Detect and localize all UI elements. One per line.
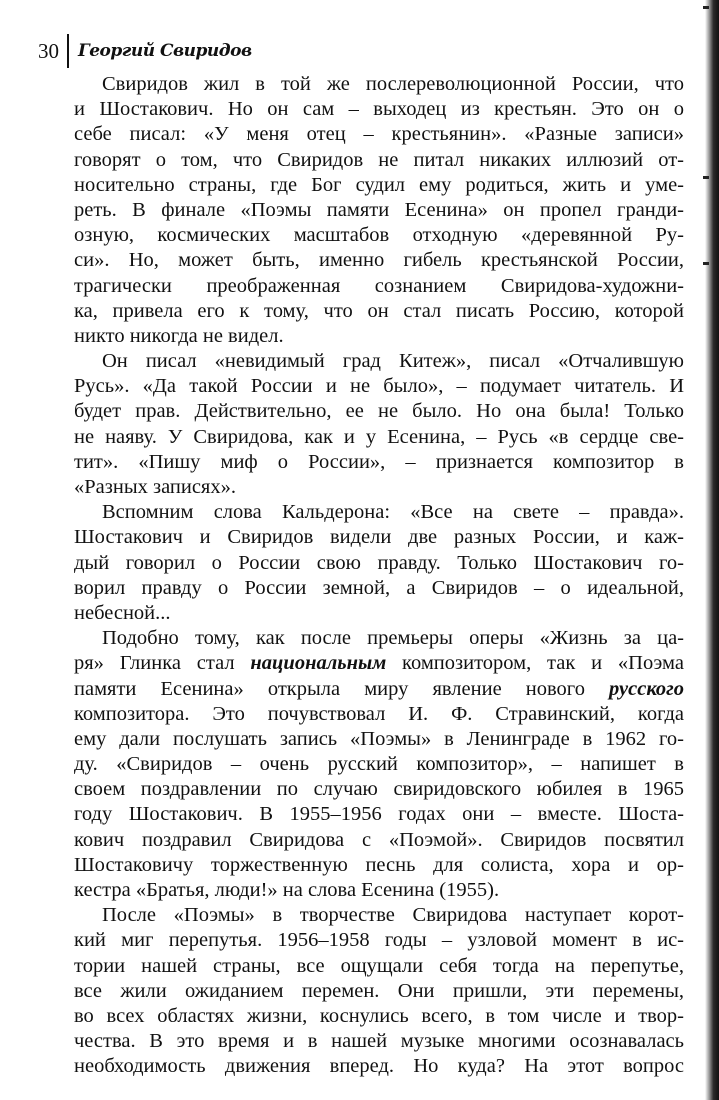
text-line: носительно страны, где Бог судил ему родиться, жить и уме- [74,173,684,196]
text-line: кович поздравил Свиридова с «Поэмой». Свиридов посвятил [74,828,684,851]
page-header [38,34,252,68]
text-line: необходимость движения вперед. Но куда? На этот вопрос [74,1055,684,1078]
text-line: Подобно тому, как после премьеры оперы «Жизнь за ца- [102,627,684,650]
text-line: году Шостакович. В 1955–1956 годах они – вместе. Шоста- [74,803,684,826]
text-line: не наяву. У Свиридова, как и у Есенина, – Русь «в сердце све- [74,425,684,448]
text-line: своем поздравлении по случаю свиридовского юбилея в 1965 [74,778,684,801]
body-text [74,72,684,1080]
text-line: Русь». «Да такой России и не было», – подумает читатель. И [74,375,684,398]
text-line: си». Но, может быть, именно гибель крестьянской России, [74,249,684,272]
text-line: Он писал «невидимый град Китеж», писал «Отчалившую [102,350,684,373]
text-line: дый говорил о России свою правду. Только Шостакович го- [74,551,684,574]
text-line: кий миг перепутья. 1956–1958 годы – узловой момент в ис- [74,929,684,952]
page-number: 30 [38,39,59,63]
text-line: реть. В финале «Поэмы памяти Есенина» он пропел гранди- [74,198,684,221]
text-line: озную, космических масштабов отходную «деревянной Ру- [74,224,684,247]
scan-speck [703,6,709,9]
text-line: ка, привела его к тому, что он стал писать Россию, которой [74,299,684,322]
text-line: памяти Есенина» открыла миру явление нового русского [74,677,684,700]
text-line: Свиридов жил в той же послереволюционной России, что [102,73,684,95]
text-line: говорят о том, что Свиридов не питал никаких иллюзий от- [74,148,684,171]
text-line: ря» Глинка стал национальным композитором, так и «Поэма [74,652,684,675]
paragraph [74,626,684,903]
text-line: ему дали послушать запись «Поэмы» в Ленинграде в 1962 го- [74,727,684,750]
text-line: Вспомним слова Кальдерона: «Все на свете – правда». [102,501,684,524]
text-line: чества. В это время и в нашей музыке многими осознавалась [74,1030,684,1053]
text-line: тории нашей страны, все ощущали себя тогда на перепутье, [74,954,684,977]
text-line: Шостаковичу торжественную песнь для солиста, хора и ор- [74,853,684,876]
header-divider [67,34,69,68]
text-line: во всех областях жизни, коснулись всего, в том числе и твор- [74,1004,684,1027]
text-line: и Шостакович. Но он сам – выходец из крестьян. Это он о [74,98,684,121]
scan-speck [703,176,709,179]
text-line: небесной... [74,601,171,624]
text-line: все жили ожиданием перемен. Они пришли, эти перемены, [74,979,684,1002]
text-line: ду. «Свиридов – очень русский композитор», – напишет в [74,753,684,776]
text-line: тит». «Пишу миф о России», – признается композитор в [74,450,684,473]
text-line: трагически преображенная сознанием Свиридова-художни- [74,274,684,297]
text-line: будет прав. Действительно, ее не было. Но она была! Только [74,400,684,423]
text-line: кестра «Братья, люди!» на слова Есенина (1955). [74,879,500,901]
paragraph [74,349,684,500]
scan-edge-shadow [705,0,719,1100]
text-line: После «Поэмы» в творчестве Свиридова наступает корот- [102,904,684,927]
scan-speck [703,262,709,265]
paragraph [74,72,684,349]
text-line: себе писал: «У меня отец – крестьянин». «Разные записи» [74,123,684,146]
paragraph [74,903,684,1079]
text-line: композитора. Это почувствовал И. Ф. Стравинский, когда [74,702,684,725]
text-line: никто никогда не видел. [74,324,284,347]
paragraph [74,500,684,626]
text-line: ворил правду о России земной, а Свиридов – о идеальной, [74,576,684,599]
text-line: Шостакович и Свиридов видели две разных России, и каж- [74,526,684,549]
running-head: Георгий Свиридов [78,41,252,61]
text-line: «Разных записях». [74,476,236,498]
